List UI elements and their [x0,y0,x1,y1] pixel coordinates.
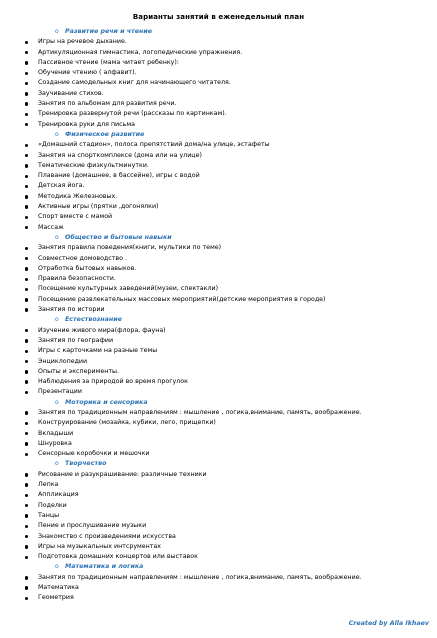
list-item: Подготовка домашних концертов или выставок [36,552,431,562]
list-item: Обучение чтению ( алфавит). [36,68,431,78]
list-item: Занятия по истории [36,305,431,315]
list-item: Детская йога. [36,181,431,191]
list-item: «Домашний стадион», полоса препятствий дома/на улице, эстафеты [36,140,431,150]
list-item: Знакомство с произведениями искусства [36,532,431,542]
list-item: Вкладыши [36,429,431,439]
author-credit: Created by Alla Ikhaev [348,620,429,627]
list-item: Методика Железновых. [36,192,431,202]
list-item: Тематические физкультминутки. [36,161,431,171]
list-item: Опыты и эксперименты. [36,367,431,377]
list-item: Наблюдения за природой во время прогулок [36,377,431,387]
list-item: Правила безопасности. [36,274,431,284]
list-item: Занятия на спорткомплексе (дома или на улице) [36,151,431,161]
list-item: Сенсорные коробочки и мешочки [36,449,431,459]
list-item: Конструирование (мозайка, кубики, лего, прищепки) [36,418,431,428]
list-item: Шнуровка [36,439,431,449]
list-item: Пассивное чтение (мама читает ребенку): [36,58,431,68]
list-item: Совместное домоводство . [36,254,431,264]
list-item: Занятия по альбомам для развития речи. [36,99,431,109]
list-item: Энциклопедии [36,357,431,367]
list-item: Спорт вместе с мамой [36,212,431,222]
list-item: Создание самодельных книг для начинающего читателя. [36,78,431,88]
list-item: Занятия правила поведения(книги, мультики по теме) [36,243,431,253]
list-item: Посещение культурных заведений(музеи, спектакли) [36,284,431,294]
list-item: Игры с карточками на разные темы [36,346,431,356]
circle-bullet-icon: o [55,563,59,571]
section-heading-text: Математика и логика [65,563,144,571]
circle-bullet-icon: o [55,130,59,138]
circle-bullet-icon: o [55,316,59,324]
list-item: Презентации [36,387,431,397]
list-item: Поделки [36,501,431,511]
list-item: Лепка [36,480,431,490]
list-item: Геометрия [36,593,431,603]
list-item: Изучение живого мира(флора, фауна) [36,326,431,336]
list-item: Заучивание стихов. [36,89,431,99]
list-item: Пение и прослушивание музыки [36,521,431,531]
list-item: Плавание (домашнее, в бассейне), игры с водой [36,171,431,181]
section-heading-text: Моторика и сенсорика [65,398,148,406]
list-item: Отработка бытовых навыков. [36,264,431,274]
list-item: Занятия по традиционным направлениям : мышление , логика,внимание, память, воображение. [36,408,431,418]
list-item: Танцы [36,511,431,521]
section-heading [36,562,431,572]
list-item: Математика [36,583,431,593]
list-item: Активные игры (прятки ,догонялки) [36,202,431,212]
section-heading-text: Развитие речи и чтение [65,28,153,35]
section-heading-text: Творчество [65,460,107,468]
section-heading-text: Общество и бытовые навыки [65,233,172,241]
list-item: Тренировка развернутой речи (рассказы по картинкам). [36,109,431,119]
document-title: Варианты занятий в еженедельный план [132,13,305,21]
section-heading [36,315,431,325]
section-heading-text: Естествознание [65,316,122,324]
list-item: Тренировка руки для письма [36,120,431,130]
section-heading [36,233,431,243]
section-heading [36,459,431,469]
circle-bullet-icon: o [55,28,59,35]
section-heading [36,27,431,37]
circle-bullet-icon: o [55,398,59,406]
list-item: Посещение развлекательных массовых мероприятий(детские мероприятия в городе) [36,295,431,305]
list-item: Артикуляционная гимнастика, логопедические упражнения. [36,48,431,58]
circle-bullet-icon: o [55,233,59,241]
circle-bullet-icon: o [55,460,59,468]
section-heading-text: Физическое развитие [65,130,145,138]
document-content [36,27,431,604]
list-item: Занятия по традиционным направлениям : мышление , логика,внимание, память, воображение. [36,573,431,583]
list-item: Игры на музыкальных интсрументах [36,542,431,552]
section-heading [36,398,431,408]
list-item: Аппликация [36,490,431,500]
list-item: Игры на речевое дыхание. [36,37,431,47]
section-heading [36,130,431,140]
list-item: Рисование и разукрашивание: различные техники [36,470,431,480]
list-item: Массаж [36,223,431,233]
list-item: Занятия по географии [36,336,431,346]
